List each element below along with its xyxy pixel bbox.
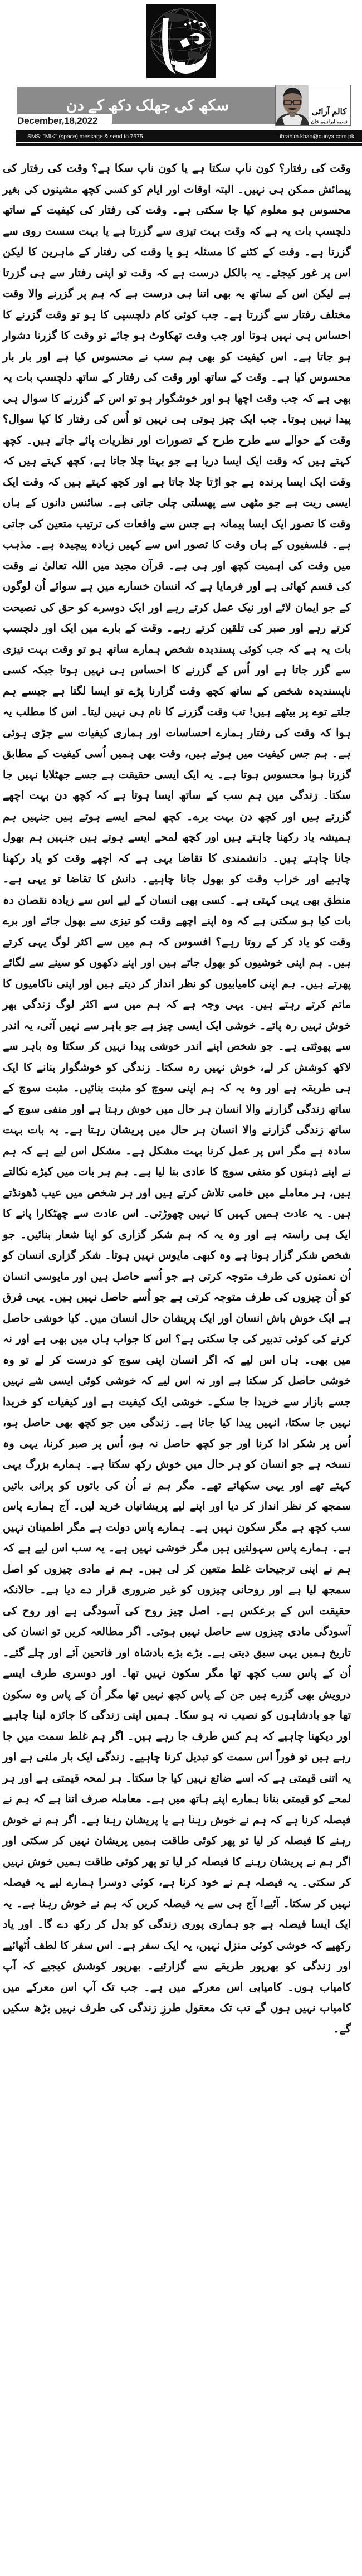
article-header bbox=[17, 84, 354, 155]
page-title: سکھ کی جھلک دکھ کے دن bbox=[66, 96, 229, 114]
contact-bar bbox=[16, 130, 362, 142]
sms-instruction: SMS: "MIK" (space) message & send to 7575 bbox=[27, 133, 143, 140]
masthead bbox=[0, 0, 362, 84]
column-kicker: کالم آرائی bbox=[311, 107, 347, 117]
author-name: نسیم ابراہیم خان bbox=[311, 119, 348, 124]
article-body bbox=[3, 158, 351, 2118]
header-divider-rule bbox=[16, 143, 362, 146]
author-panel bbox=[275, 85, 351, 126]
author-portrait-icon bbox=[276, 85, 309, 125]
author-meta bbox=[309, 106, 350, 125]
author-email[interactable]: ibrahim.khan@dunya.com.pk bbox=[280, 133, 354, 140]
dunya-globe-logo-icon bbox=[146, 4, 216, 78]
article-paragraph: وقت کی رفتار؟ کون ناپ سکتا ہے یا کون ناپ سکا ہے؟ وقت کی رفتار کی پیمائش ممکن ہی نہیں۔ البتہ اوقات اور ایام کو کسی کچھ مشینوں کی بغیر محسوس ہو معلوم کیا جا سکتی ہے۔ وقت کی رفتار کی کیفیت کے ساتھ دلچسپ بات یہ ہے کہ وقت بہت تیزی سے گزرتا ہے یا بہت سست روی سے گزرتا ہے۔ وقت کے کٹنے کا مسئلہ ہو یا وقت کی رفتار کے ماہرین کا لیکن اس پر غور کیجئے۔ یہ بالکل درست ہے کہ وقت تو اپنی رفتار سے ہی گزرتا ہے لیکن اس کے ساتھ یہ بھی اتنا ہی درست ہے کہ ہم پر گزرنے والا وقت مختلف رفتار سے گزرتا ہے۔ جب کوئی کام دلچسپی کا ہو تو وقت گزرنے کا احساس ہی نہیں ہوتا اور جب وقت تھکاوٹ ہو جائے تو وقت کا گزرنا دشوار ہو جاتا ہے۔ اس کیفیت کو بھی ہم سب نے محسوس کیا ہے اور بار بار محسوس کیا ہے۔ وقت کے ساتھ اور وقت کی رفتار کے ساتھ دلچسپ بات یہ بھی ہے کہ جب وقت اچھا ہو اور خوشگوار ہو تو اس کے گزرنے کا سوال ہی پیدا نہیں ہوتا۔ جب ایک چیز ہوتی ہی نہیں تو اُس کی رفتار کا کیا سوال؟ وقت کے حوالے سے طرح طرح کے تصورات اور نظریات پائے جاتے ہیں۔ کچھ کہتے ہیں کہ وقت ایک ایسا دریا ہے جو بہتا چلا جاتا ہے، کچھ کہتے ہیں کہ وقت ایک ایسا پرندہ ہے جو اڑتا چلا جاتا ہے اور کچھ کہتے ہیں کہ وقت ایک ایسی ریت ہے جو مٹھی سے پھسلتی چلی جاتی ہے۔ سائنس دانوں کے ہاں وقت کا تصور ایک ایسا پیمانہ ہے جس سے واقعات کی ترتیب متعین کی جاتی ہے۔ فلسفیوں کے ہاں وقت کا تصور اس سے کہیں زیادہ پیچیدہ ہے۔ مذہب میں وقت کی اہمیت کچھ اور ہی ہے۔ قرآن مجید میں اللہ تعالیٰ نے وقت کی قسم کھائی ہے اور فرمایا ہے کہ انسان خسارے میں ہے سوائے اُن لوگوں کے جو ایمان لائے اور نیک عمل کرتے رہے اور ایک دوسرے کو حق کی نصیحت کرتے رہے اور صبر کی تلقین کرتے رہے۔ وقت کے بارے میں ایک اور دلچسپ بات یہ ہے کہ جب کوئی پسندیدہ شخص ہمارے ساتھ ہو تو وقت بہت تیزی سے گزر جاتا ہے اور اُس کے گزرنے کا احساس ہی نہیں ہوتا جبکہ کسی ناپسندیدہ شخص کے ساتھ کچھ وقت گزارنا پڑے تو ایسا لگتا ہے جیسے ہم جلتے توے پر بیٹھے ہیں! تب وقت گزرنے کا نام ہی نہیں لیتا۔ اس کا مطلب یہ ہوا کہ وقت کی رفتار ہمارے احساسات اور ہماری کیفیات سے جڑی ہوئی ہے۔ ہم جس کیفیت میں ہوتے ہیں، وقت بھی ہمیں اُسی کیفیت کے مطابق گزرتا ہوا محسوس ہوتا ہے۔ یہ ایک ایسی حقیقت ہے جسے جھٹلایا نہیں جا سکتا۔ زندگی میں ہم سب کے ساتھ ایسا ہوتا ہے کہ کچھ دن بہت اچھے گزرتے ہیں اور کچھ دن بہت برے۔ کچھ لمحے ایسے ہوتے ہیں جنہیں ہم ہمیشہ یاد رکھنا چاہتے ہیں اور کچھ لمحے ایسے ہوتے ہیں جنہیں ہم بھول جانا چاہتے ہیں۔ دانشمندی کا تقاضا یہی ہے کہ اچھے وقت کو یاد رکھنا چاہیے اور خراب وقت کو بھول جانا چاہیے۔ دانش کا تقاضا تو یہی ہے۔ منطق بھی یہی کہتی ہے۔ کسی بھی انسان کے لیے اس سے زیادہ نقصان دہ بات کیا ہو سکتی ہے کہ وہ اپنے اچھے وقت کو تیزی سے بھول جائے اور برے وقت کو یاد کر کے روتا رہے؟ افسوس کہ ہم میں سے اکثر لوگ یہی کرتے ہیں۔ ہم اپنی خوشیوں کو بھول جاتے ہیں اور اپنے دکھوں کو سینے سے لگائے پھرتے ہیں۔ ہم اپنی کامیابیوں کو نظر انداز کر دیتے ہیں اور اپنی ناکامیوں کا ماتم کرتے رہتے ہیں۔ یہی وجہ ہے کہ ہم میں سے اکثر لوگ زندگی بھر خوش نہیں رہ پاتے۔ خوشی ایک ایسی چیز ہے جو باہر سے نہیں آتی، یہ اندر سے پھوٹتی ہے۔ جو شخص اپنے اندر خوشی پیدا نہیں کر سکتا وہ باہر سے لاکھ کوشش کر لے، خوش نہیں رہ سکتا۔ زندگی کو خوشگوار بنانے کا ایک ہی طریقہ ہے اور وہ یہ کہ ہم اپنی سوچ کو مثبت بنائیں۔ مثبت سوچ کے ساتھ زندگی گزارنے والا انسان ہر حال میں خوش رہتا ہے اور منفی سوچ کے ساتھ زندگی گزارنے والا انسان ہر حال میں پریشان رہتا ہے۔ یہ بات بہت سادہ ہے مگر اس پر عمل کرنا بہت مشکل ہے۔ مشکل اس لیے ہے کہ ہم نے اپنے ذہنوں کو منفی سوچ کا عادی بنا لیا ہے۔ ہم ہر بات میں کیڑے نکالتے ہیں، ہر معاملے میں خامی تلاش کرتے ہیں اور ہر شخص میں عیب ڈھونڈتے ہیں۔ یہ عادت ہمیں کہیں کا نہیں چھوڑتی۔ اس عادت سے چھٹکارا پانے کا ایک ہی راستہ ہے اور وہ یہ کہ ہم شکر گزاری کو اپنا شعار بنائیں۔ جو شخص شکر گزار ہوتا ہے وہ کبھی مایوس نہیں ہوتا۔ شکر گزاری انسان کو اُن نعمتوں کی طرف متوجہ کرتی ہے جو اُسے حاصل ہیں اور مایوسی انسان کو اُن چیزوں کی طرف متوجہ کرتی ہے جو اُسے حاصل نہیں ہیں۔ یہی فرق ہے ایک خوش باش انسان اور ایک پریشان حال انسان میں۔ کیا خوشی حاصل کرنے کی کوئی تدبیر کی جا سکتی ہے؟ اس کا جواب ہاں میں بھی ہے اور نہ میں بھی۔ ہاں اس لیے کہ اگر انسان اپنی سوچ کو درست کر لے تو وہ خوشی حاصل کر سکتا ہے اور نہ اس لیے کہ خوشی کوئی ایسی شے نہیں جسے بازار سے خریدا جا سکے۔ خوشی ایک کیفیت ہے اور کیفیات کو خریدا نہیں جا سکتا، انہیں پیدا کیا جاتا ہے۔ زندگی میں جو کچھ بھی حاصل ہو، اُس پر شکر ادا کرنا اور جو کچھ حاصل نہ ہو، اُس پر صبر کرنا، یہی وہ نسخہ ہے جو انسان کو ہر حال میں خوش رکھ سکتا ہے۔ ہمارے بزرگ یہی کہتے تھے اور یہی سکھاتے تھے۔ مگر ہم نے اُن کی باتوں کو پرانی باتیں سمجھ کر نظر انداز کر دیا اور اپنے لیے پریشانیاں خرید لیں۔ آج ہمارے پاس سب کچھ ہے مگر سکون نہیں ہے۔ ہمارے پاس دولت ہے مگر اطمینان نہیں ہے۔ ہمارے پاس سہولتیں ہیں مگر خوشی نہیں ہے۔ یہ سب اس لیے ہے کہ ہم نے اپنی ترجیحات غلط متعین کر لی ہیں۔ ہم نے مادی چیزوں کو اصل سمجھ لیا ہے اور روحانی چیزوں کو غیر ضروری قرار دے دیا ہے۔ حالانکہ حقیقت اس کے برعکس ہے۔ اصل چیز روح کی آسودگی ہے اور روح کی آسودگی مادی چیزوں سے حاصل نہیں ہوتی۔ اگر مطالعہ کریں تو انسان کی تاریخ ہمیں یہی سبق دیتی ہے۔ بڑے بڑے بادشاہ اور فاتحین آئے اور چلے گئے۔ اُن کے پاس سب کچھ تھا مگر سکون نہیں تھا۔ اور دوسری طرف ایسے درویش بھی گزرے ہیں جن کے پاس کچھ نہیں تھا مگر اُن کے پاس وہ سکون تھا جو بادشاہوں کو نصیب نہ ہو سکا۔ ہمیں اپنی زندگی کا جائزہ لینا چاہیے اور دیکھنا چاہیے کہ ہم کس طرف جا رہے ہیں۔ اگر ہم غلط سمت میں جا رہے ہیں تو فوراً اس سمت کو تبدیل کرنا چاہیے۔ زندگی ایک بار ملتی ہے اور یہ اتنی قیمتی ہے کہ اسے ضائع نہیں کیا جا سکتا۔ ہر لمحہ قیمتی ہے اور ہر لمحے کو قیمتی بنانا ہمارے اپنے ہاتھ میں ہے۔ معاملہ صرف اتنا ہے کہ ہم نے فیصلہ کرنا ہے کہ ہم نے خوش رہنا ہے یا پریشان رہنا ہے۔ اگر ہم نے خوش رہنے کا فیصلہ کر لیا تو پھر کوئی طاقت ہمیں پریشان نہیں کر سکتی اور اگر ہم نے پریشان رہنے کا فیصلہ کر لیا تو پھر کوئی طاقت ہمیں خوش نہیں کر سکتی۔ یہ فیصلہ ہم نے خود کرنا ہے، کوئی دوسرا ہمارے لیے یہ فیصلہ نہیں کر سکتا۔ آئیے! آج ہی سے یہ فیصلہ کریں کہ ہم نے خوش رہنا ہے۔ یہ ایک ایسا فیصلہ ہے جو ہماری پوری زندگی کو بدل کر رکھ دے گا۔ اور یاد رکھیے کہ خوشی کوئی منزل نہیں، یہ ایک سفر ہے۔ اس سفر کا لطف اُٹھائیے اور زندگی کو بھرپور طریقے سے گزارئیے۔ بھرپور کوشش کیجیے کہ آپ کامیاب ہوں۔ کامیابی اس معرکے میں ہے۔ جب تک آپ اس معرکے میں کامیاب نہیں ہوں گے تب تک معقول طرزِ زندگی کی طرف نہیں بڑھ سکیں گے۔ bbox=[3, 162, 351, 2035]
publication-date: December,18,2022 bbox=[14, 114, 112, 128]
